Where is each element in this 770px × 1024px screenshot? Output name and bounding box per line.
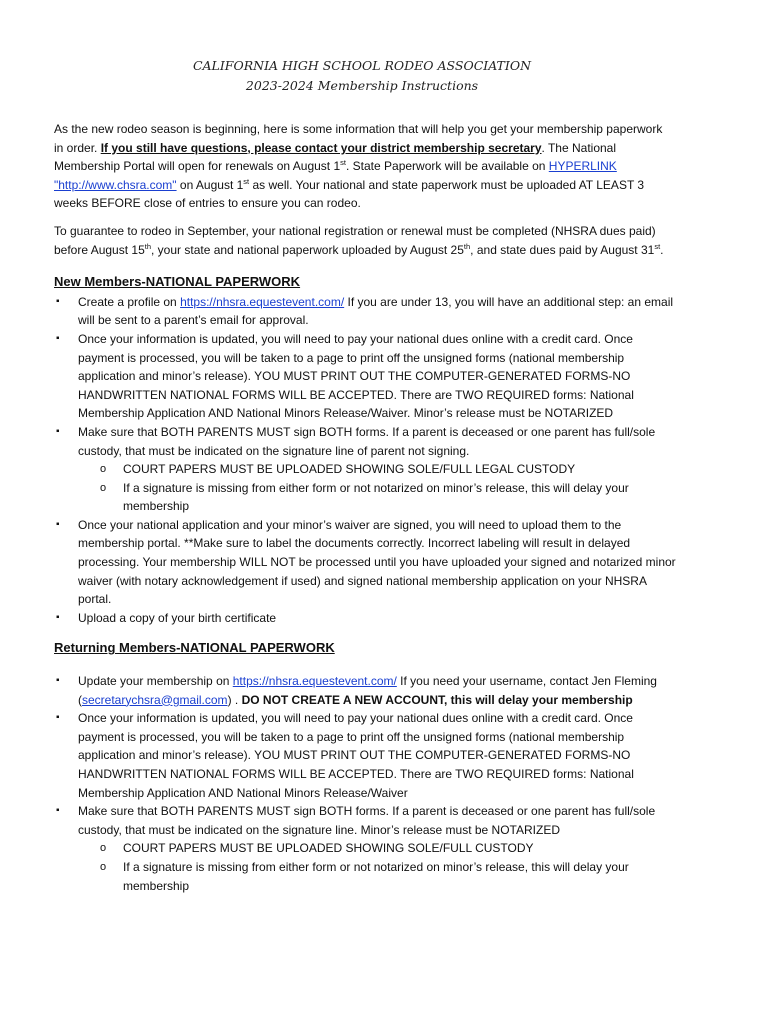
intro-paragraph-1 <box>54 120 674 213</box>
text-run: As the new rodeo season is beginning, here is some information that will help you get your membership paperwork in order. <box>54 122 663 155</box>
chsra-link[interactable]: HYPERLINK "http://www.chsra.com" <box>54 159 617 192</box>
contact-secretary-note: If you still have questions, please contact your district membership secretary <box>100 140 542 155</box>
list-item <box>54 672 676 709</box>
new-members-heading: New Members-NATIONAL PAPERWORK <box>54 274 301 290</box>
text-run: To guarantee to rodeo in September, your national registration or renewal must be completed (NHSRA dues paid) before August 15 <box>54 223 656 257</box>
returning-members-list <box>54 672 670 895</box>
ordinal-suffix: th <box>463 241 471 251</box>
sub-list-item: o If a signature is missing from either form or not notarized on minor’s release, this will delay your membership <box>78 479 676 516</box>
list-item <box>54 423 676 516</box>
text-run: as well. Your national and state paperwork must be uploaded AT LEAST 3 weeks BEFORE close of entries to ensure you can rodeo. <box>54 177 645 211</box>
nhsra-portal-link[interactable]: https://nhsra.equestevent.com/ <box>180 294 345 309</box>
ordinal-suffix: st <box>243 176 250 186</box>
no-new-account-warning: DO NOT CREATE A NEW ACCOUNT, this will delay your membership <box>241 692 633 707</box>
text-run: ) . <box>227 692 242 707</box>
list-item: ▪ Once your information is updated, you will need to pay your national dues online with a credit card. Once payment is processed, you will be taken to a page to print off the unsigned forms (national membership application and minor’s release). YOU MUST PRINT OUT THE COMPUTER-GENERATED FORMS-NO HANDWRITTEN NATIONAL FORMS WILL BE ACCEPTED. There are TWO REQUIRED forms: National Membership Application AND National Minors Release/Waiver <box>54 709 676 802</box>
text-run: If you need your username, contact Jen Fleming ( <box>78 674 657 707</box>
nhsra-portal-link[interactable]: https://nhsra.equestevent.com/ <box>232 674 397 689</box>
text-run: Make sure that BOTH PARENTS MUST sign BOTH forms. If a parent is deceased or one parent has full/sole custody, that must be indicated on the signature line of parent not signing. <box>78 424 656 458</box>
text-run: . <box>660 242 664 257</box>
sub-list-item: o If a signature is missing from either form or not notarized on minor’s release, this will delay your membership <box>78 858 676 895</box>
list-item: ▪ Once your national application and your minor’s waiver are signed, you will need to upload them to the membership portal. **Make sure to label the documents correctly. Incorrect labeling will result in delayed processing. Your membership WILL NOT be processed until you have uploaded your signed and notarized minor waiver (with notary acknowledgement if used) and signed national membership application on your NHSRA portal. <box>54 516 676 609</box>
text-run: . State Paperwork will be available on <box>346 159 549 174</box>
list-item: ▪ Once your information is updated, you will need to pay your national dues online with a credit card. Once payment is processed, you will be taken to a page to print off the unsigned forms (national membership application and minor’s release). YOU MUST PRINT OUT THE COMPUTER-GENERATED FORMS-NO HANDWRITTEN NATIONAL FORMS WILL BE ACCEPTED. There are TWO REQUIRED forms: National Membership Application AND National Minors Release/Waiver. Minor’s release must be NOTARIZED <box>54 330 676 423</box>
document-header <box>54 56 670 96</box>
text-run: Update your membership on <box>78 674 233 689</box>
text-run: If you are under 13, you will have an additional step: an email will be sent to a parent’s email for approval. <box>78 294 674 328</box>
text-run: . The National Membership Portal will open for renewals on August 1 <box>54 140 617 174</box>
ordinal-suffix: st <box>340 158 346 168</box>
intro-paragraph-2 <box>54 222 674 259</box>
sub-list <box>78 839 676 895</box>
ordinal-suffix: st <box>654 241 661 251</box>
new-members-list <box>54 293 676 628</box>
org-title: CALIFORNIA HIGH SCHOOL RODEO ASSOCIATION <box>192 58 532 73</box>
sub-list-item: o COURT PAPERS MUST BE UPLOADED SHOWING SOLE/FULL LEGAL CUSTODY <box>78 460 676 479</box>
list-item <box>54 802 676 895</box>
ordinal-suffix: th <box>144 241 152 251</box>
list-item: ▪ Upload a copy of your birth certificate <box>54 609 676 628</box>
secretary-email-link[interactable]: secretarychsra@gmail.com <box>82 692 228 707</box>
returning-members-heading: Returning Members-NATIONAL PAPERWORK <box>54 640 335 656</box>
text-run: on August 1 <box>176 177 244 192</box>
document-subtitle: 2023-2024 Membership Instructions <box>245 78 479 93</box>
text-run: , and state dues paid by August 31 <box>470 242 655 257</box>
sub-list-item: o COURT PAPERS MUST BE UPLOADED SHOWING SOLE/FULL CUSTODY <box>78 839 676 858</box>
text-run: Create a profile on <box>78 294 181 309</box>
text-run: , your state and national paperwork uploaded by August 25 <box>151 242 464 257</box>
list-item <box>54 293 676 330</box>
text-run: Make sure that BOTH PARENTS MUST sign BOTH forms. If a parent is deceased or one parent has full/sole custody, that must be indicated on the signature line. Minor’s release must be NOTARIZED <box>78 804 656 837</box>
sub-list <box>78 460 676 516</box>
